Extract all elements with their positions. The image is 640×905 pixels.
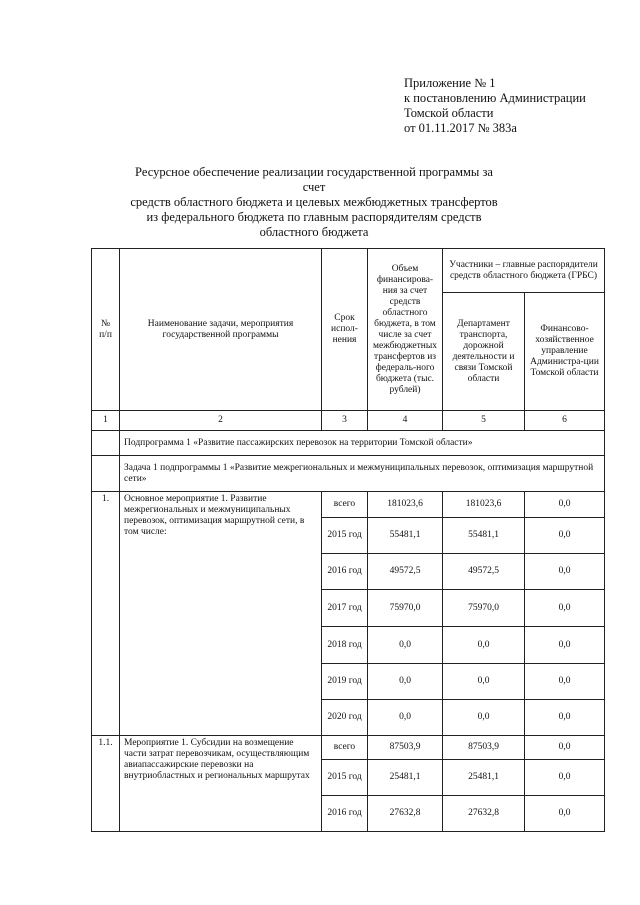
term-cell: 2019 год: [322, 664, 368, 700]
appendix-line: Томской области: [404, 106, 494, 120]
dept-cell: 55481,1: [443, 518, 525, 554]
empty-cell: [92, 456, 120, 492]
volume-cell: 25481,1: [368, 760, 443, 796]
table-row: [92, 736, 605, 760]
fin-cell: 0,0: [525, 736, 605, 760]
appendix-block: [404, 76, 630, 136]
task-title: Задача 1 подпрограммы 1 «Развитие межрегиональных и межмуниципальных перевозок, оптимизация маршрутной сети»: [120, 456, 605, 492]
column-number: 3: [322, 411, 368, 431]
title-line: средств областного бюджета и целевых межбюджетных трансфертов: [130, 195, 498, 209]
header-participants: Участники – главные распорядители средств областного бюджета (ГРБС): [443, 249, 605, 293]
dept-cell: 25481,1: [443, 760, 525, 796]
volume-cell: 75970,0: [368, 590, 443, 627]
header-num: № п/п: [92, 249, 120, 411]
task-row: [92, 456, 605, 492]
term-cell: 2020 год: [322, 700, 368, 736]
fin-cell: 0,0: [525, 492, 605, 518]
volume-cell: 0,0: [368, 700, 443, 736]
volume-cell: 27632,8: [368, 796, 443, 832]
measure-number: 1.: [92, 492, 120, 736]
fin-cell: 0,0: [525, 554, 605, 590]
column-number: 4: [368, 411, 443, 431]
document-title: [130, 165, 498, 240]
volume-cell: 49572,5: [368, 554, 443, 590]
appendix-line: от 01.11.2017 № 383а: [404, 121, 517, 135]
header-dept: Департамент транспорта, дорожной деятельности и связи Томской области: [443, 293, 525, 411]
term-cell: 2015 год: [322, 760, 368, 796]
fin-cell: 0,0: [525, 664, 605, 700]
title-line: областного бюджета: [259, 225, 369, 239]
term-cell: 2018 год: [322, 627, 368, 664]
volume-cell: 55481,1: [368, 518, 443, 554]
dept-cell: 49572,5: [443, 554, 525, 590]
appendix-line: к постановлению Администрации: [404, 91, 586, 105]
fin-cell: 0,0: [525, 700, 605, 736]
column-number: 2: [120, 411, 322, 431]
term-cell: всего: [322, 492, 368, 518]
title-line: Ресурсное обеспечение реализации государственной программы за счет: [135, 165, 493, 194]
empty-cell: [92, 431, 120, 456]
dept-cell: 27632,8: [443, 796, 525, 832]
volume-cell: 181023,6: [368, 492, 443, 518]
subprogram-title: Подпрограмма 1 «Развитие пассажирских перевозок на территории Томской области»: [120, 431, 605, 456]
header-term: Срок испол-нения: [322, 249, 368, 411]
title-line: из федерального бюджета по главным распорядителям средств: [146, 210, 482, 224]
dept-cell: 0,0: [443, 664, 525, 700]
dept-cell: 181023,6: [443, 492, 525, 518]
subprogram-row: [92, 431, 605, 456]
column-number: 5: [443, 411, 525, 431]
dept-cell: 0,0: [443, 627, 525, 664]
header-volume: Объем финансирова-ния за счет средств областного бюджета, в том числе за счет межбюджетных трансфертов из федераль-ного бюджета (тыс. рублей): [368, 249, 443, 411]
measure-name: Мероприятие 1. Субсидии на возмещение части затрат перевозчикам, осуществляющим авиапассажирские перевозки на внутриобластных и региональных маршрутах: [120, 736, 322, 832]
column-number: 1: [92, 411, 120, 431]
table-row: [92, 492, 605, 518]
dept-cell: 75970,0: [443, 590, 525, 627]
fin-cell: 0,0: [525, 796, 605, 832]
header-fin: Финансово-хозяйственное управление Администра-ции Томской области: [525, 293, 605, 411]
term-cell: 2016 год: [322, 796, 368, 832]
fin-cell: 0,0: [525, 518, 605, 554]
column-number: 6: [525, 411, 605, 431]
appendix-line: Приложение № 1: [404, 76, 496, 90]
measure-name: Основное мероприятие 1. Развитие межрегиональных и межмуниципальных перевозок, оптимизация маршрутной сети, в том числе:: [120, 492, 322, 736]
term-cell: 2016 год: [322, 554, 368, 590]
fin-cell: 0,0: [525, 590, 605, 627]
header-name: Наименование задачи, мероприятия государственной программы: [120, 249, 322, 411]
column-numbers-row: [92, 411, 605, 431]
term-cell: 2015 год: [322, 518, 368, 554]
term-cell: 2017 год: [322, 590, 368, 627]
dept-cell: 87503,9: [443, 736, 525, 760]
fin-cell: 0,0: [525, 627, 605, 664]
header-row: [92, 249, 605, 293]
resource-table: [91, 248, 605, 832]
fin-cell: 0,0: [525, 760, 605, 796]
measure-number: 1.1.: [92, 736, 120, 832]
term-cell: всего: [322, 736, 368, 760]
volume-cell: 0,0: [368, 627, 443, 664]
dept-cell: 0,0: [443, 700, 525, 736]
volume-cell: 87503,9: [368, 736, 443, 760]
volume-cell: 0,0: [368, 664, 443, 700]
